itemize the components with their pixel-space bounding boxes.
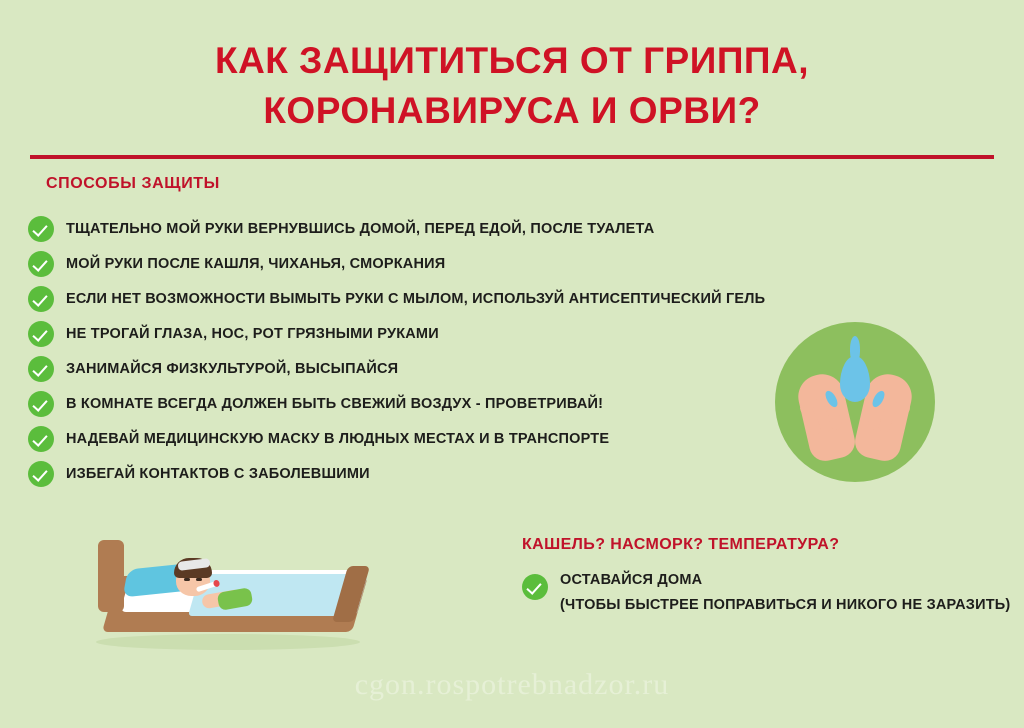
list-item bbox=[28, 387, 788, 421]
list-item bbox=[28, 422, 788, 456]
bottom-message-line-1: ОСТАВАЙСЯ ДОМА bbox=[560, 572, 703, 588]
list-item bbox=[28, 457, 788, 491]
check-icon bbox=[28, 461, 54, 487]
check-icon bbox=[28, 356, 54, 382]
bed-headboard bbox=[98, 540, 124, 612]
list-item-label: ЕСЛИ НЕТ ВОЗМОЖНОСТИ ВЫМЫТЬ РУКИ С МЫЛОМ, ИСПОЛЬЗУЙ АНТИСЕПТИЧЕСКИЙ ГЕЛЬ bbox=[66, 291, 766, 307]
eye-shape bbox=[196, 578, 202, 581]
water-drop-icon bbox=[840, 356, 870, 402]
section-heading: СПОСОБЫ ЗАЩИТЫ bbox=[46, 175, 220, 192]
bottom-message-line-2: (ЧТОБЫ БЫСТРЕЕ ПОПРАВИТЬСЯ И НИКОГО НЕ ЗАРАЗИТЬ) bbox=[560, 597, 1011, 613]
check-icon bbox=[28, 216, 54, 242]
protection-methods-list bbox=[28, 212, 788, 492]
eye-shape bbox=[184, 578, 190, 581]
bed-shadow bbox=[96, 634, 360, 650]
list-item-label: НЕ ТРОГАЙ ГЛАЗА, НОС, РОТ ГРЯЗНЫМИ РУКАМИ bbox=[66, 326, 439, 342]
title-line-1: КАК ЗАЩИТИТЬСЯ ОТ ГРИППА, bbox=[214, 40, 810, 81]
bottom-message-row bbox=[522, 572, 1011, 613]
stay-home-message bbox=[522, 536, 1011, 613]
list-item-label: МОЙ РУКИ ПОСЛЕ КАШЛЯ, ЧИХАНЬЯ, СМОРКАНИЯ bbox=[66, 256, 446, 272]
list-item bbox=[28, 212, 788, 246]
list-item-label: НАДЕВАЙ МЕДИЦИНСКУЮ МАСКУ В ЛЮДНЫХ МЕСТАХ И В ТРАНСПОРТЕ bbox=[66, 431, 610, 447]
hands-sanitizer-illustration bbox=[775, 322, 935, 482]
watermark-url: cgon.rospotrebnadzor.ru bbox=[354, 668, 670, 701]
check-icon bbox=[28, 251, 54, 277]
check-icon bbox=[28, 426, 54, 452]
sick-in-bed-illustration bbox=[90, 530, 370, 660]
list-item-label: ТЩАТЕЛЬНО МОЙ РУКИ ВЕРНУВШИСЬ ДОМОЙ, ПЕРЕД ЕДОЙ, ПОСЛЕ ТУАЛЕТА bbox=[66, 221, 655, 237]
list-item bbox=[28, 282, 788, 316]
list-item bbox=[28, 247, 788, 281]
list-item bbox=[28, 317, 788, 351]
bottom-message-lines bbox=[560, 572, 1010, 613]
bottom-message-title: КАШЕЛЬ? НАСМОРК? ТЕМПЕРАТУРА? bbox=[522, 536, 840, 553]
list-item bbox=[28, 352, 788, 386]
check-icon bbox=[522, 574, 548, 600]
title-divider bbox=[30, 155, 994, 159]
check-icon bbox=[28, 391, 54, 417]
page-title bbox=[0, 36, 1024, 136]
check-icon bbox=[28, 321, 54, 347]
list-item-label: ИЗБЕГАЙ КОНТАКТОВ С ЗАБОЛЕВШИМИ bbox=[66, 466, 370, 482]
check-icon bbox=[28, 286, 54, 312]
title-line-2: КОРОНАВИРУСА И ОРВИ? bbox=[263, 90, 761, 131]
list-item-label: В КОМНАТЕ ВСЕГДА ДОЛЖЕН БЫТЬ СВЕЖИЙ ВОЗДУХ - ПРОВЕТРИВАЙ! bbox=[66, 396, 604, 412]
list-item-label: ЗАНИМАЙСЯ ФИЗКУЛЬТУРОЙ, ВЫСЫПАЙСЯ bbox=[66, 361, 399, 377]
